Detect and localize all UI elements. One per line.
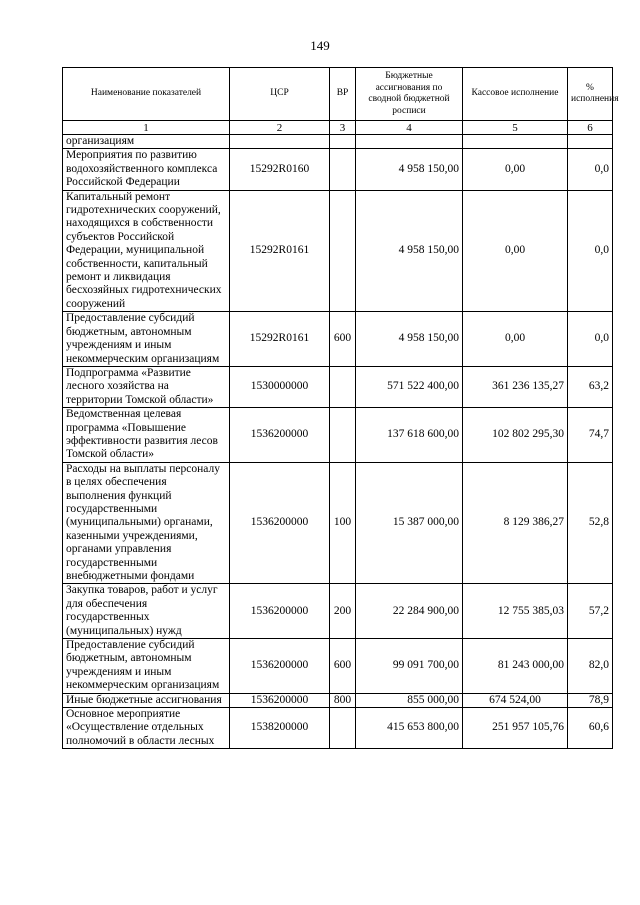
row-vr: 600 <box>330 312 356 367</box>
row-csr <box>230 135 330 149</box>
row-vr: 600 <box>330 639 356 694</box>
page-number: 149 <box>310 38 330 53</box>
table-row <box>63 190 613 312</box>
row-cash: 0,00 <box>463 149 568 190</box>
row-name: Иные бюджетные ассигнования <box>63 693 230 707</box>
table-row <box>63 149 613 190</box>
table-row <box>63 693 613 707</box>
row-vr <box>330 408 356 463</box>
table-row <box>63 366 613 407</box>
row-percent: 0,0 <box>568 149 613 190</box>
row-vr <box>330 190 356 312</box>
row-csr: 1530000000 <box>230 366 330 407</box>
column-number: 6 <box>568 121 613 135</box>
row-csr: 1536200000 <box>230 639 330 694</box>
header-row <box>63 68 613 121</box>
column-header-name: Наименование показателей <box>63 68 230 121</box>
row-csr: 1538200000 <box>230 708 330 749</box>
row-cash: 251 957 105,76 <box>463 708 568 749</box>
column-number: 2 <box>230 121 330 135</box>
row-name: Расходы на выплаты персоналу в целях обеспечения выполнения функций государственными (муниципальными) органами, казенными учреждениями, органами управления государственными внебюджетными фондами <box>63 462 230 584</box>
row-budget <box>356 135 463 149</box>
row-cash: 674 524,00 <box>463 693 568 707</box>
table-row <box>63 584 613 639</box>
row-name: организациям <box>63 135 230 149</box>
table-row <box>63 312 613 367</box>
row-vr <box>330 135 356 149</box>
row-cash: 361 236 135,27 <box>463 366 568 407</box>
row-vr: 200 <box>330 584 356 639</box>
row-name: Подпрограмма «Развитие лесного хозяйства на территории Томской области» <box>63 366 230 407</box>
table-row <box>63 708 613 749</box>
row-csr: 15292R0161 <box>230 312 330 367</box>
row-vr: 100 <box>330 462 356 584</box>
table-row <box>63 462 613 584</box>
column-number: 4 <box>356 121 463 135</box>
row-budget: 4 958 150,00 <box>356 312 463 367</box>
row-budget: 4 958 150,00 <box>356 149 463 190</box>
column-number: 5 <box>463 121 568 135</box>
row-csr: 15292R0160 <box>230 149 330 190</box>
row-vr <box>330 708 356 749</box>
row-percent: 57,2 <box>568 584 613 639</box>
row-name: Закупка товаров, работ и услуг для обеспечения государственных (муниципальных) нужд <box>63 584 230 639</box>
row-csr: 1536200000 <box>230 462 330 584</box>
row-name: Ведомственная целевая программа «Повышение эффективности развития лесов Томской области» <box>63 408 230 463</box>
row-percent: 78,9 <box>568 693 613 707</box>
column-number: 3 <box>330 121 356 135</box>
row-cash <box>463 135 568 149</box>
row-cash: 0,00 <box>463 190 568 312</box>
row-percent: 60,6 <box>568 708 613 749</box>
row-budget: 15 387 000,00 <box>356 462 463 584</box>
row-name: Предоставление субсидий бюджетным, автономным учреждениям и иным некоммерческим организациям <box>63 639 230 694</box>
row-vr <box>330 149 356 190</box>
row-name: Основное мероприятие «Осуществление отдельных полномочий в области лесных <box>63 708 230 749</box>
row-budget: 4 958 150,00 <box>356 190 463 312</box>
row-name: Предоставление субсидий бюджетным, автономным учреждениям и иным некоммерческим организациям <box>63 312 230 367</box>
table-row <box>63 408 613 463</box>
row-vr: 800 <box>330 693 356 707</box>
row-csr: 15292R0161 <box>230 190 330 312</box>
row-percent: 82,0 <box>568 639 613 694</box>
table-row <box>63 135 613 149</box>
row-percent: 63,2 <box>568 366 613 407</box>
row-percent: 74,7 <box>568 408 613 463</box>
row-csr: 1536200000 <box>230 693 330 707</box>
column-number-row <box>63 121 613 135</box>
row-name: Мероприятия по развитию водохозяйственного комплекса Российской Федерации <box>63 149 230 190</box>
row-percent: 0,0 <box>568 190 613 312</box>
row-cash: 81 243 000,00 <box>463 639 568 694</box>
row-percent <box>568 135 613 149</box>
column-header-cash: Кассовое исполнение <box>463 68 568 121</box>
row-cash: 8 129 386,27 <box>463 462 568 584</box>
row-budget: 137 618 600,00 <box>356 408 463 463</box>
column-number: 1 <box>63 121 230 135</box>
column-header-budget: Бюджетные ассигнования по сводной бюджетной росписи <box>356 68 463 121</box>
row-name: Капитальный ремонт гидротехнических сооружений, находящихся в собственности субъектов Российской Федерации, муниципальной собственности, капитальный ремонт и ликвидация бесхозяйных гидротехнических сооружений <box>63 190 230 312</box>
table-row <box>63 639 613 694</box>
column-header-vr: ВР <box>330 68 356 121</box>
row-budget: 571 522 400,00 <box>356 366 463 407</box>
row-budget: 99 091 700,00 <box>356 639 463 694</box>
row-budget: 22 284 900,00 <box>356 584 463 639</box>
column-header-csr: ЦСР <box>230 68 330 121</box>
row-csr: 1536200000 <box>230 584 330 639</box>
row-percent: 52,8 <box>568 462 613 584</box>
row-budget: 415 653 800,00 <box>356 708 463 749</box>
row-csr: 1536200000 <box>230 408 330 463</box>
row-cash: 0,00 <box>463 312 568 367</box>
row-budget: 855 000,00 <box>356 693 463 707</box>
row-percent: 0,0 <box>568 312 613 367</box>
row-vr <box>330 366 356 407</box>
column-header-percent: % исполнения <box>568 68 613 121</box>
budget-table <box>62 67 619 749</box>
row-cash: 12 755 385,03 <box>463 584 568 639</box>
row-cash: 102 802 295,30 <box>463 408 568 463</box>
